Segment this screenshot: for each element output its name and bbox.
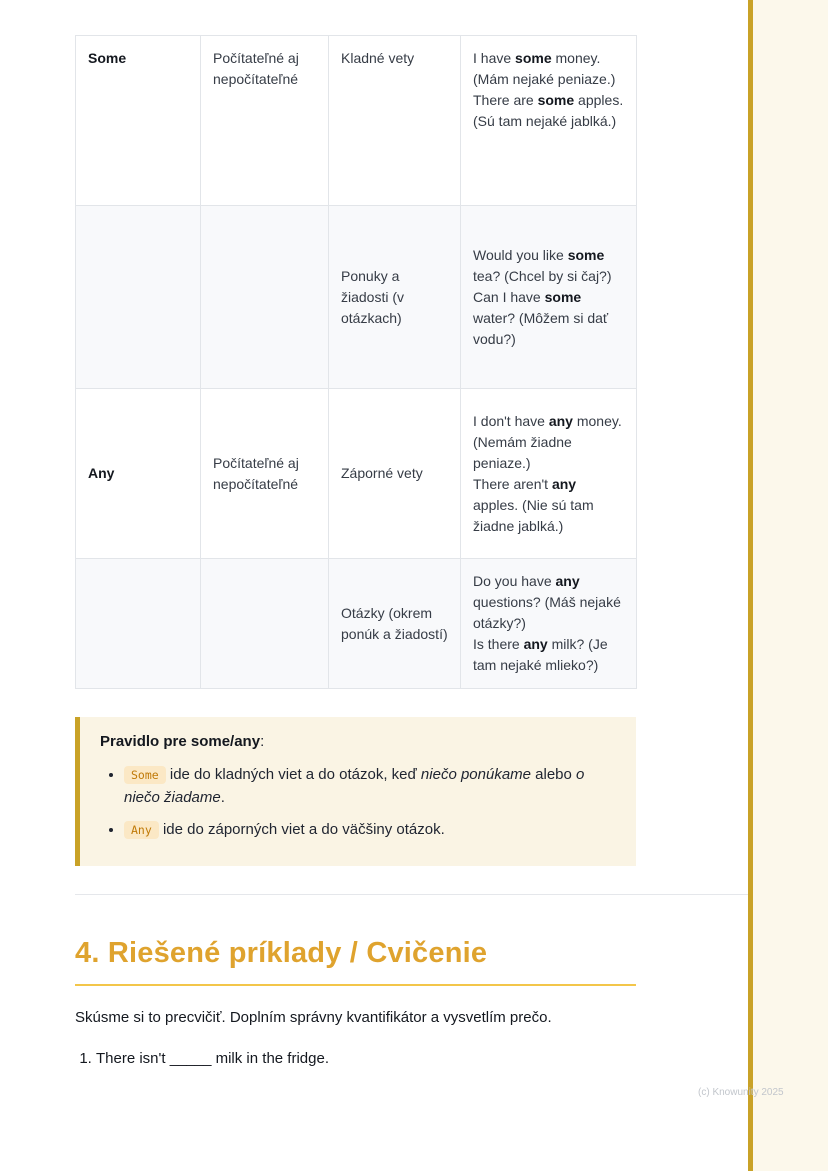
text-segment: Can I have (473, 288, 545, 305)
example-line (473, 634, 624, 676)
some-badge: Some (124, 766, 166, 784)
example-line (473, 48, 624, 90)
quantifier-cell (76, 559, 201, 689)
text-segment: I don't have (473, 412, 549, 429)
text-segment: Do you have (473, 573, 556, 589)
countability-cell (201, 559, 329, 689)
text-segment: I have (473, 50, 516, 66)
text-segment: There are (473, 92, 538, 108)
footer-credit: (c) Knowunity 2025 (698, 1087, 784, 1098)
text-segment: There aren't (473, 475, 552, 492)
example-line (473, 474, 624, 537)
italic-text: niečo ponúkame (420, 765, 531, 783)
table-row (76, 389, 637, 559)
example-line (473, 287, 624, 350)
text-segment: : (260, 733, 265, 750)
text-segment: milk? (Je tam nejaké mlieko?) (473, 636, 608, 673)
text-segment: tea? (Chcel by si čaj?) (473, 267, 612, 284)
text-segment: . (220, 788, 225, 806)
text-segment: money. (Nemám žiadne peniaze.) (473, 412, 622, 471)
heading-underline (75, 984, 636, 986)
text-segment: money. (Mám nejaké peniaze.) (473, 50, 616, 87)
exercise-list (75, 1048, 636, 1071)
countability-cell (201, 206, 329, 389)
text-segment: Is there (473, 636, 524, 652)
bold-text: Pravidlo pre some/any (100, 733, 261, 750)
usage-cell: Kladné vety (329, 36, 461, 206)
callout-title (100, 731, 616, 754)
quantifier-cell (76, 206, 201, 389)
text-segment: ide do kladných viet a do otázok, keď (165, 765, 421, 783)
examples-cell (461, 389, 637, 559)
quantifier-cell: Some (76, 36, 201, 206)
quantifier-table-body (76, 36, 637, 689)
bold-text: any (523, 636, 548, 652)
bold-text: some (537, 92, 575, 108)
section-divider (75, 894, 748, 895)
any-badge: Any (124, 821, 159, 839)
usage-cell: Otázky (okrem ponúk a žiadostí) (329, 559, 461, 689)
rule-callout (75, 717, 636, 866)
table-row (76, 206, 637, 389)
countability-cell: Počítateľné aj nepočítateľné (201, 36, 329, 206)
usage-cell: Záporné vety (329, 389, 461, 559)
quantifier-table (75, 35, 637, 689)
page-right-margin (753, 0, 828, 1171)
exercise-intro: Skúsme si to precvičiť. Doplním správny kvantifikátor a vysvetlím prečo. (75, 1008, 552, 1026)
text-segment: apples. (Sú tam nejaké jablká.) (473, 92, 624, 129)
examples-cell (461, 206, 637, 389)
text-segment: questions? (Máš nejaké otázky?) (473, 594, 621, 631)
bold-text: any (548, 412, 573, 429)
text-segment: water? (Môžem si dať vodu?) (473, 309, 609, 347)
usage-cell: Ponuky a žiadosti (v otázkach) (329, 206, 461, 389)
bold-text: any (551, 475, 577, 492)
callout-item (124, 763, 616, 810)
bold-text: some (567, 246, 605, 263)
page-edge-stripe (748, 0, 753, 1171)
examples-cell (461, 36, 637, 206)
example-line (473, 411, 624, 474)
table-row (76, 559, 637, 689)
italic-text: o niečo žiadame (124, 765, 585, 806)
bold-text: some (515, 50, 552, 66)
exercise-item: 1. There isn't _____ milk in the fridge. (96, 1048, 636, 1071)
text-segment: ide do záporných viet a do väčšiny otázok. (158, 821, 445, 838)
content-column (75, 35, 636, 1076)
text-segment: alebo (531, 765, 577, 783)
table-row (76, 36, 637, 206)
callout-list (100, 763, 616, 842)
text-segment: Would you like (473, 246, 568, 263)
callout-item (124, 818, 616, 841)
countability-cell: Počítateľné aj nepočítateľné (201, 389, 329, 559)
quantifier-cell: Any (76, 389, 201, 559)
bold-text: any (555, 573, 580, 589)
example-line (473, 245, 624, 287)
text-segment: apples. (Nie sú tam žiadne jablká.) (473, 496, 594, 534)
example-line (473, 571, 624, 634)
examples-cell (461, 559, 637, 689)
bold-text: some (544, 288, 582, 305)
example-line (473, 90, 624, 132)
section-heading: 4. Riešené príklady / Cvičenie (75, 937, 488, 970)
